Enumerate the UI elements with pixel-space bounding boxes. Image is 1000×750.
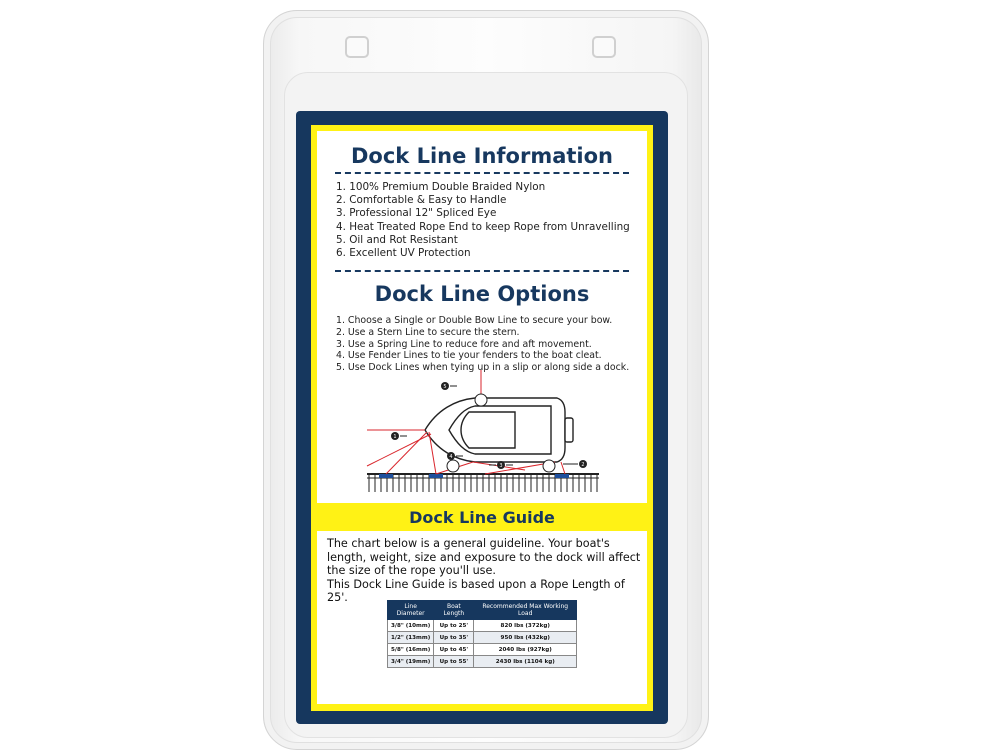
- table-cell: Up to 45': [434, 644, 474, 656]
- table-cell: Up to 35': [434, 632, 474, 644]
- header-max-working-load: Recommended Max Working Load: [474, 601, 577, 620]
- list-item: 4. Use Fender Lines to tie your fenders to the boat cleat.: [336, 350, 602, 362]
- boat-docking-diagram: [365, 366, 601, 498]
- header-line-diameter: Line Diameter: [388, 601, 434, 620]
- guide-paragraph-line: length, weight, size and exposure to the dock will affect: [327, 550, 641, 564]
- marker-2: [563, 460, 587, 468]
- dock-line-guide-title: Dock Line Guide: [409, 508, 555, 527]
- list-item: 3. Professional 12" Spliced Eye: [336, 207, 497, 220]
- table-cell: 3/8" (10mm): [388, 620, 434, 632]
- guide-paragraph-line: The chart below is a general guideline. Your boat's: [327, 537, 610, 550]
- table-cell: 3/4" (19mm): [388, 656, 434, 668]
- table-cell: 2430 lbs (1104 kg): [474, 656, 577, 668]
- marker-1: [391, 432, 407, 440]
- table-cell: 950 lbs (432kg): [474, 632, 577, 644]
- svg-text:5: 5: [443, 384, 447, 390]
- dotted-divider-1: [335, 172, 629, 174]
- list-item: 2. Use a Stern Line to secure the stern.: [336, 326, 520, 338]
- boat-icon: [425, 398, 573, 462]
- list-item: 1. Choose a Single or Double Bow Line to secure your bow.: [336, 315, 613, 326]
- svg-text:3: 3: [499, 463, 503, 469]
- table-row: [388, 656, 577, 668]
- list-item: 4. Heat Treated Rope End to keep Rope from Unravelling: [336, 220, 630, 233]
- list-item: 1. 100% Premium Double Braided Nylon: [336, 181, 546, 193]
- svg-text:1: 1: [393, 434, 397, 440]
- table-row: [388, 632, 577, 644]
- guide-paragraph-line: the size of the rope you'll use.: [327, 564, 496, 578]
- dock-line-information-title: Dock Line Information: [350, 144, 614, 168]
- guide-paragraph: [327, 537, 645, 605]
- list-item: 3. Use a Spring Line to reduce fore and aft movement.: [336, 338, 592, 350]
- hang-tab-left: [345, 36, 369, 58]
- table-row: [388, 620, 577, 632]
- table-cell: 2040 lbs (927kg): [474, 644, 577, 656]
- table-row: [388, 644, 577, 656]
- list-item: 6. Excellent UV Protection: [336, 247, 471, 260]
- table-cell: 820 lbs (372kg): [474, 620, 577, 632]
- dock-line-guide-table: [387, 600, 577, 668]
- table-cell: Up to 25': [434, 620, 474, 632]
- list-item: 2. Comfortable & Easy to Handle: [336, 194, 507, 207]
- list-item: 5. Oil and Rot Resistant: [336, 233, 458, 246]
- table-cell: Up to 55': [434, 656, 474, 668]
- guide-paragraph-line: This Dock Line Guide is based upon a Rope Length of 25'.: [327, 577, 625, 605]
- dotted-divider-2: [335, 270, 629, 272]
- table-header-row: [388, 601, 577, 620]
- table-cell: 5/8" (16mm): [388, 644, 434, 656]
- svg-text:2: 2: [581, 462, 585, 468]
- header-boat-length: Boat Length: [434, 601, 474, 620]
- dock-line-options-title: Dock Line Options: [374, 282, 590, 306]
- dock-icon: [367, 474, 599, 492]
- svg-text:4: 4: [449, 454, 453, 460]
- list-item: 5. Use Dock Lines when tying up in a slip or along side a dock.: [336, 362, 630, 374]
- marker-5: [441, 382, 457, 390]
- information-list: [336, 181, 630, 260]
- hang-tab-right: [592, 36, 616, 58]
- table-cell: 1/2" (13mm): [388, 632, 434, 644]
